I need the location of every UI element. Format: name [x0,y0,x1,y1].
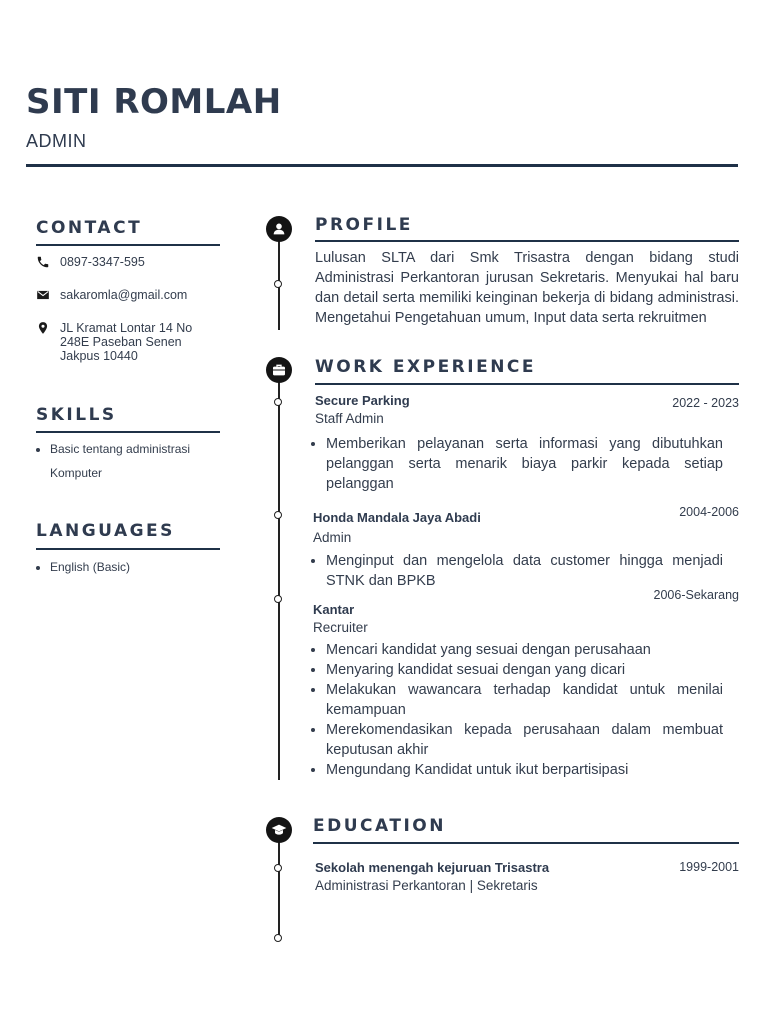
address-line-1: JL Kramat Lontar 14 No [60,321,193,335]
profile-text: Lulusan SLTA dari Smk Trisastra dengan bidang studi Administrasi Perkantoran jurusan Sekretaris. Menyukai hal baru dan detail serta memiliki keinginan bekerja di bidang administrasi. Mengetahui Pengetahuan umum, Input data serta rekruitmen [315,250,739,326]
education-school: Sekolah menengah kejuruan Trisastra [315,860,550,875]
job-duties [315,551,723,591]
languages-list [36,555,226,579]
skill-item-continued: Komputer [50,466,103,480]
duty-item: • Mencari kandidat yang sesuai dengan perusahaan [326,640,723,660]
duty-item: • Menyaring kandidat sesuai dengan yang dicari [326,660,723,680]
duty-item: • Merekomendasikan kepada perusahaan dalam membuat keputusan akhir [326,720,723,760]
job-company: Honda Mandala Jaya Abadi [313,510,481,525]
contact-email [36,288,187,302]
briefcase-icon [271,362,287,378]
phone-icon [36,255,50,269]
contact-address [36,321,192,363]
education-date: 1999-2001 [679,860,739,874]
contact-divider [36,244,220,246]
job-role: Admin [313,530,352,545]
email-icon [36,288,50,302]
person-icon [271,221,287,237]
header-divider [26,164,738,167]
job-duties [315,434,723,494]
job-date: 2004-2006 [679,505,739,519]
job-date: 2022 - 2023 [672,396,739,410]
timeline-dot [274,864,282,872]
timeline-dot [274,280,282,288]
work-section-marker [266,357,292,383]
education-section-marker [266,817,292,843]
job-date: 2006-Sekarang [653,588,739,602]
job-role: Recruiter [313,620,368,635]
languages-divider [36,548,220,550]
skills-list [36,437,226,485]
languages-heading: LANGUAGES [36,521,175,541]
address-line-3: Jakpus 10440 [60,349,138,363]
work-divider [315,383,739,385]
timeline-dot [274,511,282,519]
education-program: Administrasi Perkantoran | Sekretaris [315,878,538,893]
resume-title: ADMIN [26,131,87,151]
timeline-line-education [278,830,280,940]
education-divider [313,842,739,844]
timeline-dot [274,595,282,603]
work-heading: WORK EXPERIENCE [315,357,537,377]
address-line-2: 248E Paseban Senen [60,335,182,349]
skill-item: • Basic tentang administrasi [50,437,226,461]
job-duties [315,640,723,780]
profile-heading: PROFILE [315,215,413,235]
education-heading: EDUCATION [313,816,446,836]
address-block [60,321,192,363]
contact-heading: CONTACT [36,218,143,238]
location-pin-icon [36,321,50,335]
profile-divider [315,240,739,242]
duty-item: • Mengundang Kandidat untuk ikut berpartisipasi [326,760,723,780]
job-company: Kantar [313,602,355,617]
duty-item: • Menginput dan mengelola data customer hingga menjadi STNK dan BPKB [326,551,723,591]
timeline-dot [274,398,282,406]
resume-name: SITI ROMLAH [26,82,282,122]
timeline-dot [274,934,282,942]
job-role: Staff Admin [315,411,384,426]
duty-item: • Melakukan wawancara terhadap kandidat untuk menilai kemampuan [326,680,723,720]
graduation-cap-icon [271,822,287,838]
language-item: • English (Basic) [50,555,226,579]
email-text: sakaromla@gmail.com [60,288,188,302]
skills-divider [36,431,220,433]
timeline-line-work [278,370,280,780]
skills-heading: SKILLS [36,405,117,425]
job-company: Secure Parking [315,393,410,408]
contact-phone [36,255,145,269]
profile-section-marker [266,216,292,242]
phone-text: 0897-3347-595 [60,255,145,269]
duty-item: • Memberikan pelayanan serta informasi yang dibutuhkan pelanggan serta menarik biaya parkir kepada setiap pelanggan [326,434,723,494]
